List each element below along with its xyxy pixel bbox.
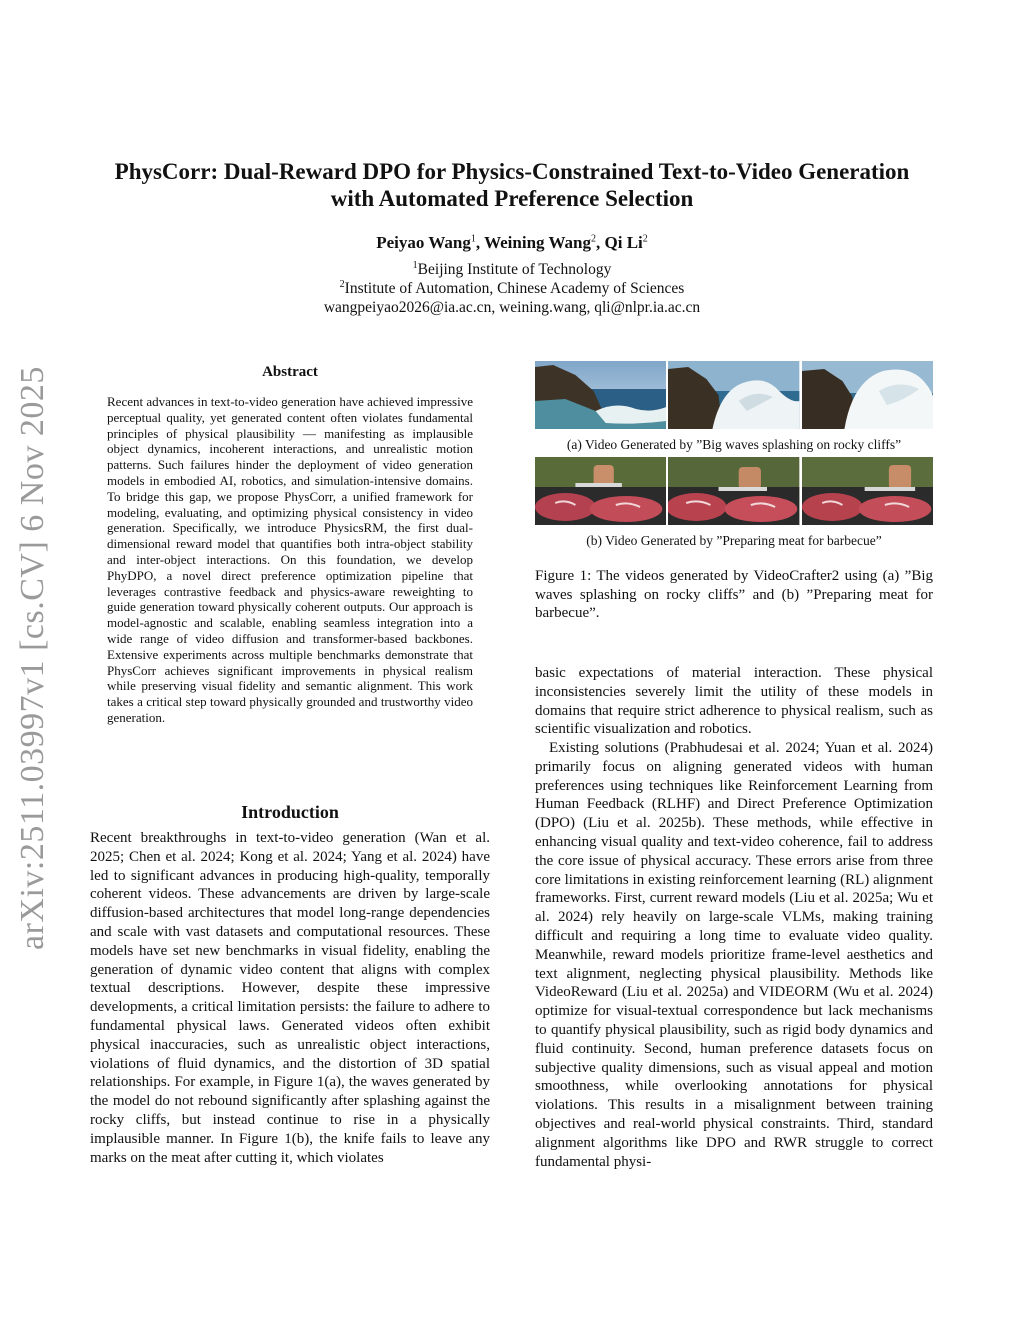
affiliation-text: Beijing Institute of Technology (417, 261, 612, 278)
wave-frame-image (668, 361, 799, 429)
affiliation-1 (80, 261, 944, 279)
wave-frame-image (802, 361, 933, 429)
affiliation-number: 1 (412, 259, 418, 271)
figure-1-caption: Figure 1: The videos generated by VideoCrafter2 using (a) ”Big waves splashing on rocky cliffs” and (b) ”Preparing meat for barbecue”. (535, 568, 933, 622)
abstract-text: Recent advances in text-to-video generation have achieved impressive perceptual quality, yet generated content often violates fundamental principles of physical plausibility — manifesting as implausible object dynamics, incoherent interactions, and unrealistic motion patterns. Such failures hinder the deployment of video generation models in embodied AI, robotics, and simulation-intensive domains. To bridge this gap, we propose PhysCorr, a unified framework for modeling, evaluating, and optimizing physical consistency in video generation. Specifically, we introduce PhysicsRM, the first dual-dimensional reward model that quantifies both intra-object stability and inter-object interactions. On this foundation, we develop PhyDPO, a novel direct preference optimization pipeline that leverages contrastive feedback and physics-aware reweighting to guide generation toward physically coherent outputs. Our approach is model-agnostic and scalable, enabling seamless integration into a wide range of video diffusion and transformer-based backbones. Extensive experiments across multiple benchmarks demonstrate that PhysCorr achieves significant improvements in physical realism while preserving visual fidelity and semantic alignment. This work takes a critical step toward physically grounded and trustworthy video generation. (107, 394, 473, 725)
figure-1b-frames (535, 457, 933, 525)
author-list (80, 233, 944, 253)
author-separator: , (596, 233, 605, 252)
author-name: Weining Wang (484, 233, 591, 252)
introduction-paragraph-1: Recent breakthroughs in text-to-video generation (Wan et al. 2025; Chen et al. 2024; Kong et al. 2024; Yang et al. 2024) have led to significant advances in producing high-quality, temporally coherent videos. These advancements are driven by large-scale diffusion-based architectures that model long-range dependencies and scale with vast datasets and computational resources. These models have set new benchmarks in visual fidelity, enabling the generation of dynamic video content that aligns with complex textual descriptions. However, despite these impressive developments, a critical limitation persists: the failure to adhere to fundamental physical laws. Generated videos often exhibit physical inaccuracies, such as unrealistic object interactions, violations of fluid dynamics, and the distortion of 3D spatial relationships. For example, in Figure 1(a), the waves generated by the model do not rebound significantly after splashing against the rocky cliffs, but instead continue to rise in a physically implausible manner. In Figure 1(b), the knife fails to leave any marks on the meat after cutting it, which violates (90, 830, 490, 1166)
author-separator: , (475, 233, 485, 252)
introduction-paragraph-3: Existing solutions (Prabhudesai et al. 2024; Yuan et al. 2024) primarily focus on aligning generated videos with human preferences using techniques like Reinforcement Learning from Human Feedback (RLHF) and Direct Preference Optimization (DPO) (Liu et al. 2025b). These methods, while effective in enhancing visual quality and text-video coherence, fail to address the core issue of physical accuracy. These errors arise from three core limitations in existing reinforcement learning (RL) alignment frameworks. First, current reward models (Liu et al. 2025a; Wu et al. 2024) rely heavily on large-scale VLMs, making training difficult and requiring a long time to evaluate video quality. Meanwhile, reward models prioritize frame-level aesthetics and text alignment, neglecting physical plausibility. Methods like VideoReward (Liu et al. 2025a) and VIDEORM (Wu et al. 2024) optimize for visual-textual correspondence but lack mechanisms to quantify physical plausibility, such as rigid body dynamics and fluid continuity. Second, human preference datasets focus on subjective quality dimensions, such as visual appeal and motion smoothness, while overlooking annotations for physical violations. This results in a misalignment between training objectives and real-world physical constraints. Third, standard alignment algorithms like DPO and RWR struggle to correct fundamental physi- (535, 740, 933, 1170)
arxiv-stamp: arXiv:2511.03997v1 [cs.CV] 6 Nov 2025 (14, 366, 51, 950)
introduction-heading: Introduction (241, 802, 339, 822)
meat-frame-image (668, 457, 799, 525)
wave-frame-image (535, 361, 666, 429)
author-affiliation-mark: 1 (470, 233, 476, 245)
author-name: Qi Li (604, 233, 643, 252)
affiliation-2 (80, 280, 944, 298)
meat-frame-image (535, 457, 666, 525)
author-affiliation-mark: 2 (591, 233, 596, 245)
figure-1b-caption: (b) Video Generated by ”Preparing meat for barbecue” (586, 533, 882, 548)
author-name: Peiyao Wang (376, 233, 471, 252)
abstract-heading: Abstract (262, 364, 318, 380)
author-emails: wangpeiyao2026@ia.ac.cn, weining.wang, qli@nlpr.ia.ac.cn (323, 299, 701, 316)
title-line-1: PhysCorr: Dual-Reward DPO for Physics-Constrained Text-to-Video Generation (114, 159, 910, 184)
title-line-2: with Automated Preference Selection (330, 186, 694, 211)
figure-1a-frames (535, 361, 933, 429)
paper-title (80, 158, 944, 212)
figure-1a-caption: (a) Video Generated by ”Big waves splashing on rocky cliffs” (566, 437, 902, 452)
affiliation-number: 2 (339, 278, 345, 290)
affiliation-text: Institute of Automation, Chinese Academy of Sciences (344, 280, 685, 297)
introduction-paragraph-2: basic expectations of material interaction. These physical inconsistencies severely limit the utility of these models in domains that require strict adherence to physical realism, such as scientific visualization and robotics. (535, 665, 933, 738)
meat-frame-image (802, 457, 933, 525)
author-affiliation-mark: 2 (642, 233, 648, 245)
